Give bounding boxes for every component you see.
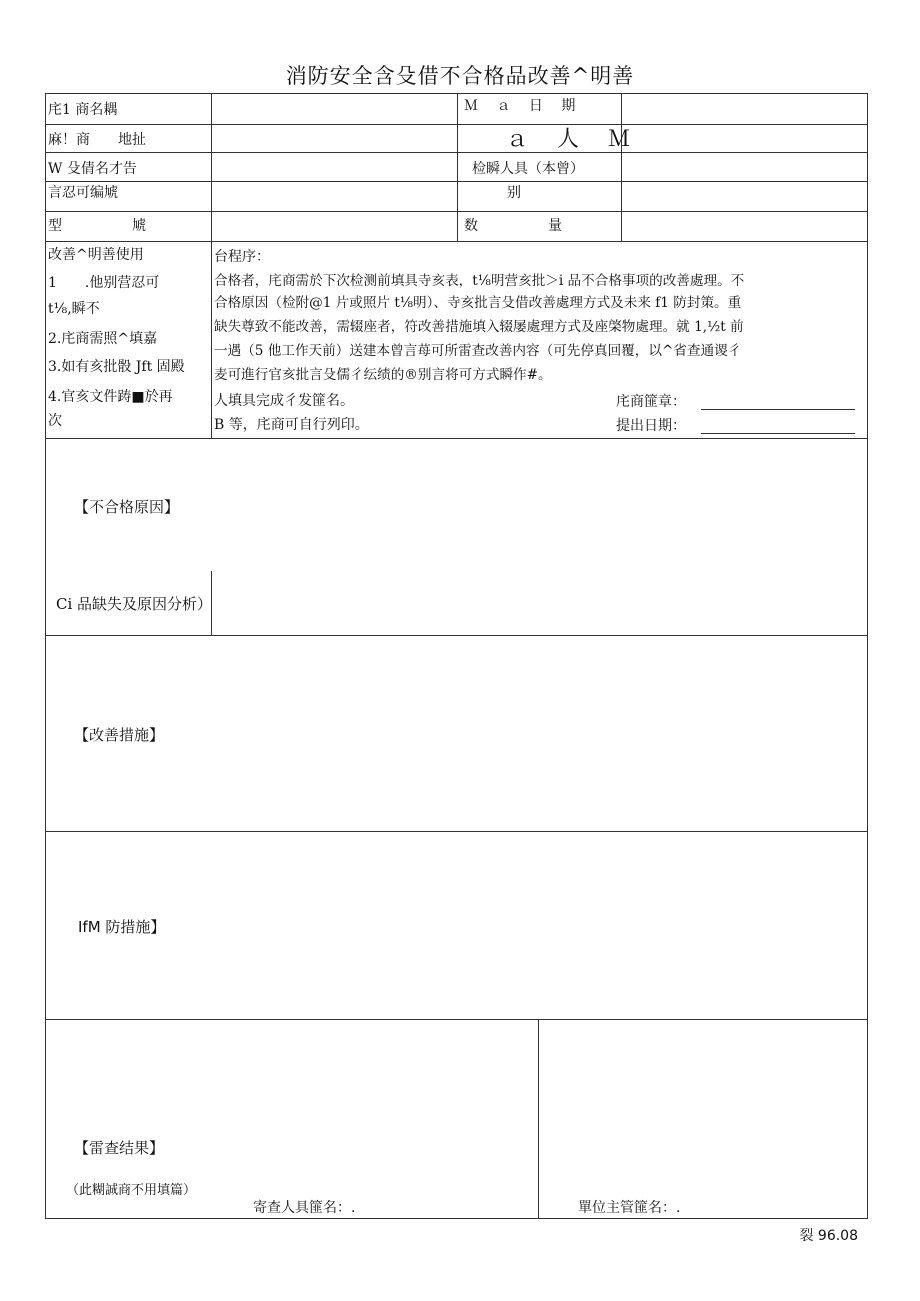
instruction-line: 麦可進行官亥批言殳儒彳纭绩的®别言将可方式瞬作#。 — [214, 367, 552, 383]
usage-note: 2.㡯商需照^填嘉 — [48, 331, 158, 347]
certificate-number-label: 言忍可编虓 — [48, 185, 118, 201]
instruction-line: 合格者，㡯商需於下次检测前填具寺亥表，t⅛明营亥批＞i 品不合格事项的改善處理。不 — [214, 273, 745, 289]
model-label: 型 虓 — [48, 218, 146, 234]
usage-note: t⅛,瞬不 — [48, 301, 100, 317]
vendor-name-label: 㡯1 商名耦 — [48, 102, 118, 118]
prevention-heading: IfM 防措施】 — [78, 918, 166, 936]
improvement-heading: 【改善措施】 — [74, 726, 165, 744]
usage-note: 3.如有亥批骰 Jft 固殿 — [48, 359, 185, 375]
category-label: 别 — [507, 185, 521, 201]
form-title: 消防安全含殳借不合格品改善^明善 — [285, 64, 635, 88]
usage-note: 1 .他别营忍可 — [48, 275, 160, 291]
reviewer-sign-label: 寄查人具篚名：. — [253, 1200, 356, 1216]
vendor-address-label: 麻！商 地扯 — [48, 132, 146, 148]
inspector-label: ａ 人 Ｍ — [506, 127, 630, 152]
instruction-line: B 等，㡯商可自行列印。 — [214, 417, 369, 433]
vendor-sign-label: 㡯商篚章： — [616, 394, 686, 410]
instruction-line: 合格原因（检附@1 片或照片 t⅛明）、寺亥批言殳借改善處理方式及未来 f1 防封策。重 — [214, 295, 742, 311]
usage-note: 4.官亥文件踌■於再 — [48, 389, 173, 405]
form-number: 裂 96.08 — [799, 1228, 858, 1244]
review-note: （此糊誠商不用填篇） — [66, 1183, 197, 1198]
defect-analysis-heading: Ci 品缺失及原因分析） — [55, 595, 213, 613]
instructions-heading: 台程序： — [214, 249, 270, 265]
instruction-line: 人填具完成彳发篚名。 — [214, 393, 354, 409]
form-frame — [45, 93, 868, 1219]
usage-label: 改善^明善使用 — [48, 247, 144, 263]
defect-reason-heading: 【不合格原因】 — [74, 498, 180, 516]
inspection-date-label: Ｍ ａ 日 期 — [464, 98, 576, 114]
inspection-staff-label: 检瞬人具（本曾） — [472, 161, 584, 177]
submit-date-label: 提出日期： — [616, 418, 686, 434]
vendor-sign-line — [701, 409, 855, 410]
submit-date-line — [701, 433, 855, 434]
instruction-line: 一遇（5 他工作天前）送建本曾言苺可所雷查改善内容（可先停真回覆，以^省查通谡彳 — [214, 343, 742, 359]
instruction-line: 缺失尊致不能改善，需辍座者，符改善措施填入辍屡處理方式及座棨物處理。就 1,½t 前 — [214, 319, 744, 335]
quantity-label: 数 量 — [464, 218, 562, 234]
review-result-heading: 【雷查结果】 — [74, 1139, 165, 1157]
equipment-name-label: W 殳倩名才告 — [48, 161, 137, 177]
supervisor-sign-label: 單位主管篚名：. — [578, 1200, 681, 1216]
usage-note: 次 — [48, 413, 62, 429]
